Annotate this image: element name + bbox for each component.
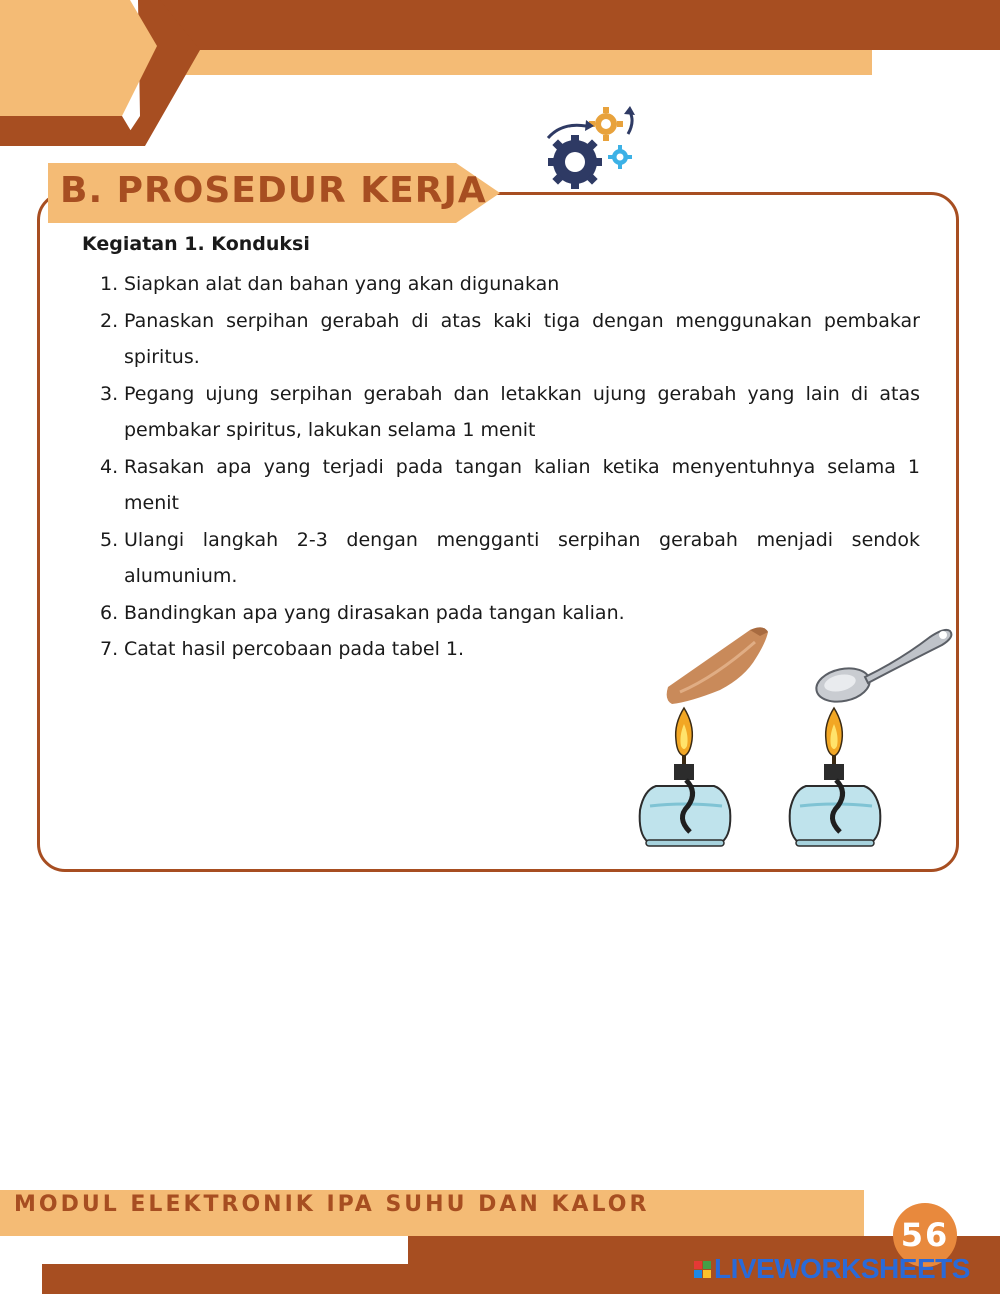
- spirit-burner-icon: [636, 706, 736, 851]
- header-decoration: [0, 0, 1000, 150]
- step-text: Panaskan serpihan gerabah di atas kaki tiga dengan menggunakan pembakar spiritus.: [124, 309, 920, 368]
- procedure-steps: [100, 266, 920, 668]
- step-text: Pegang ujung serpihan gerabah dan letakkan ujung gerabah yang lain di atas pembakar spiritus, lakukan selama 1 menit: [124, 382, 920, 441]
- section-title: B. PROSEDUR KERJA: [60, 170, 487, 211]
- activity-title: Kegiatan 1. Konduksi: [82, 233, 310, 255]
- step-number: 3.: [100, 382, 119, 405]
- step-item: [100, 266, 920, 303]
- step-text: Siapkan alat dan bahan yang akan digunakan: [124, 273, 560, 295]
- step-text: Ulangi langkah 2-3 dengan mengganti serpihan gerabah menjadi sendok alumunium.: [124, 528, 920, 587]
- step-number: 2.: [100, 309, 119, 332]
- footer-title: MODUL ELEKTRONIK IPA SUHU DAN KALOR: [14, 1192, 650, 1217]
- brand-name: LIVEWORKSHEETS: [714, 1253, 970, 1284]
- liveworksheets-logo-icon: [694, 1261, 711, 1278]
- gears-icon: [540, 104, 640, 194]
- step-text: Catat hasil percobaan pada tabel 1.: [124, 638, 465, 660]
- step-text: Bandingkan apa yang dirasakan pada tangan kalian.: [124, 601, 625, 624]
- step-number: 6.: [100, 601, 119, 624]
- step-number: 7.: [100, 638, 119, 660]
- spirit-burner-icon: [786, 706, 886, 851]
- step-item: [100, 631, 920, 668]
- step-number: 5.: [100, 528, 119, 551]
- step-number: 4.: [100, 455, 119, 478]
- page-number: 56: [893, 1203, 957, 1267]
- step-item: [100, 376, 920, 449]
- step-text: Rasakan apa yang terjadi pada tangan kalian ketika menyentuhnya selama 1 menit: [124, 455, 920, 514]
- liveworksheets-brand[interactable]: [694, 1252, 970, 1286]
- step-item: [100, 522, 920, 595]
- step-item: [100, 595, 920, 632]
- spoon-icon: [810, 615, 960, 710]
- step-number: 1.: [100, 273, 119, 295]
- pottery-shard-icon: [660, 622, 775, 707]
- step-item: [100, 303, 920, 376]
- step-item: [100, 449, 920, 522]
